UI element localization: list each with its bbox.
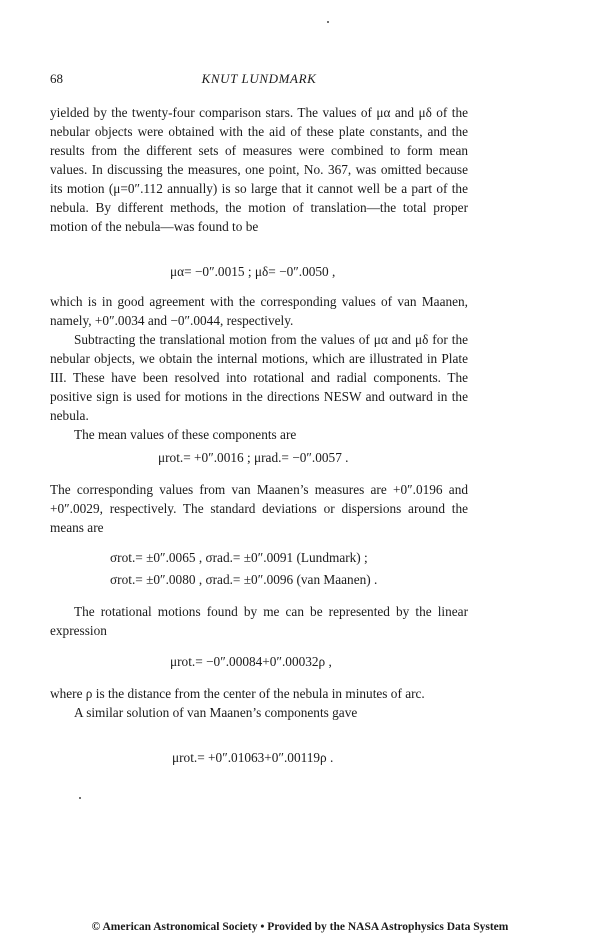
scan-speck [79, 797, 81, 799]
paragraph-text: The rotational motions found by me can be represented by the linear expression [50, 604, 468, 638]
paragraph-text: The corresponding values from van Maanen’s measures are +0″.0196 and +0″.0029, respectively. The standard deviations or dispersions around the means are [50, 482, 468, 535]
paragraph-agreement [50, 292, 468, 444]
scan-speck [327, 21, 329, 23]
page-header [50, 71, 468, 89]
equation-translation: μα= −0″.0015 ; μδ= −0″.0050 , [170, 264, 336, 279]
paragraph-text: A similar solution of van Maanen’s components gave [74, 705, 358, 720]
paragraph-text: The mean values of these components are [74, 427, 297, 442]
paragraph-intro [50, 103, 468, 236]
equation-linear-van-maanen: μrot.= +0″.01063+0″.00119ρ . [172, 750, 334, 765]
paragraph-text: which is in good agreement with the corresponding values of van Maanen, namely, +0″.0034 and −0″.0044, respectively. [50, 294, 468, 328]
equation-deviation-lundmark: σrot.= ±0″.0065 , σrad.= ±0″.0091 (Lundmark) ; [110, 550, 368, 565]
paragraph-text: where ρ is the distance from the center of the nebula in minutes of arc. [50, 686, 425, 701]
equation-linear-lundmark: μrot.= −0″.00084+0″.00032ρ , [170, 654, 332, 669]
equation-mean-components: μrot.= +0″.0016 ; μrad.= −0″.0057 . [158, 450, 349, 465]
paragraph-van-maanen [50, 480, 468, 537]
paragraph-text: yielded by the twenty-four comparison stars. The values of μα and μδ of the nebular objects were obtained with the aid of these plate constants, and the results from the different sets of measures were combined to form mean values. In discussing the measures, one point, No. 367, was omitted because its motion (μ=0″.112 annually) is so large that it cannot well be a part of the nebula. By different methods, the motion of translation—the total proper motion of the nebula—was found to be [50, 105, 468, 234]
page-number: 68 [50, 71, 63, 86]
equation-deviation-van-maanen: σrot.= ±0″.0080 , σrad.= ±0″.0096 (van Maanen) . [110, 572, 378, 587]
running-head: KNUT LUNDMARK [201, 71, 317, 86]
paragraph-rotational [50, 602, 468, 640]
footer-credit: © American Astronomical Society • Provided by the NASA Astrophysics Data System [91, 921, 509, 933]
paragraph-distance [50, 684, 468, 722]
paragraph-text: Subtracting the translational motion from the values of μα and μδ for the nebular objects, we obtain the internal motions, which are illustrated in Plate III. These have been resolved into rotational and radial components. The positive sign is used for motions in the directions NESW and outward in the nebula. [50, 332, 468, 423]
